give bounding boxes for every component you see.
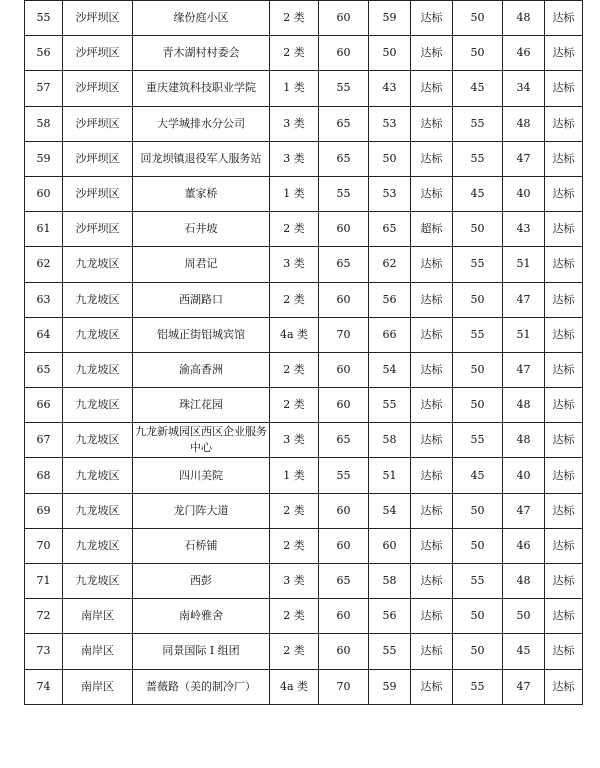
site-name-cell: 珠江花园	[133, 388, 270, 423]
table-row	[25, 528, 583, 563]
site-name-cell: 同景国际 I 组团	[133, 634, 270, 669]
zone-class-cell: 2 类	[270, 634, 319, 669]
day-value-cell: 43	[369, 71, 411, 106]
table-body	[25, 1, 583, 705]
day-value-cell: 66	[369, 317, 411, 352]
day-result-cell: 达标	[411, 388, 453, 423]
day-result-cell: 达标	[411, 176, 453, 211]
day-value-cell: 50	[369, 141, 411, 176]
district-cell: 沙坪坝区	[63, 71, 133, 106]
zone-class-cell: 3 类	[270, 141, 319, 176]
district-cell: 沙坪坝区	[63, 1, 133, 36]
zone-class-cell: 2 类	[270, 599, 319, 634]
site-name-cell: 渝高香洲	[133, 352, 270, 387]
day-value-cell: 55	[369, 634, 411, 669]
site-name-cell: 大学城排水分公司	[133, 106, 270, 141]
site-name-cell: 九龙新城园区西区企业服务中心	[133, 423, 270, 458]
table-row	[25, 71, 583, 106]
night-result-cell: 达标	[545, 282, 583, 317]
day-value-cell: 59	[369, 1, 411, 36]
night-limit-cell: 45	[453, 458, 503, 493]
day-limit-cell: 65	[319, 141, 369, 176]
table-row	[25, 106, 583, 141]
table-row	[25, 564, 583, 599]
site-name-cell: 重庆建筑科技职业学院	[133, 71, 270, 106]
day-limit-cell: 60	[319, 282, 369, 317]
night-result-cell: 达标	[545, 493, 583, 528]
noise-monitoring-table	[24, 0, 583, 705]
zone-class-cell: 2 类	[270, 388, 319, 423]
day-limit-cell: 60	[319, 352, 369, 387]
table-row	[25, 352, 583, 387]
district-cell: 沙坪坝区	[63, 176, 133, 211]
row-number-cell: 56	[25, 36, 63, 71]
site-name-cell: 回龙坝镇退役军人服务站	[133, 141, 270, 176]
day-result-cell: 达标	[411, 106, 453, 141]
row-number-cell: 71	[25, 564, 63, 599]
night-result-cell: 达标	[545, 528, 583, 563]
night-limit-cell: 55	[453, 669, 503, 704]
row-number-cell: 68	[25, 458, 63, 493]
table-row	[25, 423, 583, 458]
district-cell: 九龙坡区	[63, 458, 133, 493]
night-value-cell: 51	[503, 247, 545, 282]
day-value-cell: 56	[369, 282, 411, 317]
district-cell: 九龙坡区	[63, 388, 133, 423]
night-result-cell: 达标	[545, 634, 583, 669]
table-row	[25, 599, 583, 634]
row-number-cell: 73	[25, 634, 63, 669]
day-value-cell: 65	[369, 212, 411, 247]
night-result-cell: 达标	[545, 176, 583, 211]
day-limit-cell: 65	[319, 564, 369, 599]
table-row	[25, 634, 583, 669]
night-value-cell: 45	[503, 634, 545, 669]
day-value-cell: 59	[369, 669, 411, 704]
day-result-cell: 达标	[411, 247, 453, 282]
district-cell: 九龙坡区	[63, 493, 133, 528]
site-name-cell: 蔷薇路（美的制冷厂）	[133, 669, 270, 704]
night-limit-cell: 50	[453, 282, 503, 317]
district-cell: 沙坪坝区	[63, 212, 133, 247]
table-row	[25, 493, 583, 528]
zone-class-cell: 1 类	[270, 458, 319, 493]
day-result-cell: 超标	[411, 212, 453, 247]
day-limit-cell: 60	[319, 36, 369, 71]
zone-class-cell: 1 类	[270, 71, 319, 106]
zone-class-cell: 4a 类	[270, 669, 319, 704]
day-value-cell: 55	[369, 388, 411, 423]
night-result-cell: 达标	[545, 599, 583, 634]
district-cell: 南岸区	[63, 669, 133, 704]
night-limit-cell: 50	[453, 634, 503, 669]
row-number-cell: 65	[25, 352, 63, 387]
night-result-cell: 达标	[545, 212, 583, 247]
site-name-cell: 西彭	[133, 564, 270, 599]
night-value-cell: 47	[503, 352, 545, 387]
day-result-cell: 达标	[411, 458, 453, 493]
night-result-cell: 达标	[545, 1, 583, 36]
district-cell: 沙坪坝区	[63, 141, 133, 176]
night-result-cell: 达标	[545, 71, 583, 106]
day-limit-cell: 60	[319, 634, 369, 669]
site-name-cell: 石井坡	[133, 212, 270, 247]
row-number-cell: 57	[25, 71, 63, 106]
night-result-cell: 达标	[545, 247, 583, 282]
night-result-cell: 达标	[545, 317, 583, 352]
table-row	[25, 388, 583, 423]
night-limit-cell: 50	[453, 599, 503, 634]
night-result-cell: 达标	[545, 669, 583, 704]
night-limit-cell: 50	[453, 528, 503, 563]
night-value-cell: 47	[503, 282, 545, 317]
day-limit-cell: 55	[319, 458, 369, 493]
day-result-cell: 达标	[411, 141, 453, 176]
district-cell: 九龙坡区	[63, 352, 133, 387]
district-cell: 九龙坡区	[63, 423, 133, 458]
row-number-cell: 64	[25, 317, 63, 352]
site-name-cell: 青木湖村村委会	[133, 36, 270, 71]
night-limit-cell: 55	[453, 317, 503, 352]
night-value-cell: 43	[503, 212, 545, 247]
day-limit-cell: 60	[319, 493, 369, 528]
day-limit-cell: 65	[319, 106, 369, 141]
night-result-cell: 达标	[545, 106, 583, 141]
zone-class-cell: 1 类	[270, 176, 319, 211]
district-cell: 九龙坡区	[63, 564, 133, 599]
row-number-cell: 60	[25, 176, 63, 211]
night-value-cell: 46	[503, 36, 545, 71]
table-row	[25, 141, 583, 176]
zone-class-cell: 2 类	[270, 1, 319, 36]
night-limit-cell: 45	[453, 176, 503, 211]
night-limit-cell: 55	[453, 423, 503, 458]
day-result-cell: 达标	[411, 423, 453, 458]
table-row	[25, 669, 583, 704]
night-limit-cell: 45	[453, 71, 503, 106]
night-value-cell: 51	[503, 317, 545, 352]
day-value-cell: 51	[369, 458, 411, 493]
site-name-cell: 周君记	[133, 247, 270, 282]
site-name-cell: 铝城正街铝城宾馆	[133, 317, 270, 352]
row-number-cell: 59	[25, 141, 63, 176]
night-limit-cell: 50	[453, 1, 503, 36]
district-cell: 沙坪坝区	[63, 36, 133, 71]
site-name-cell: 西湖路口	[133, 282, 270, 317]
site-name-cell: 董家桥	[133, 176, 270, 211]
district-cell: 沙坪坝区	[63, 106, 133, 141]
night-result-cell: 达标	[545, 352, 583, 387]
day-limit-cell: 65	[319, 247, 369, 282]
row-number-cell: 55	[25, 1, 63, 36]
night-limit-cell: 50	[453, 493, 503, 528]
night-value-cell: 34	[503, 71, 545, 106]
day-result-cell: 达标	[411, 317, 453, 352]
table-row	[25, 212, 583, 247]
night-result-cell: 达标	[545, 141, 583, 176]
row-number-cell: 61	[25, 212, 63, 247]
zone-class-cell: 2 类	[270, 528, 319, 563]
night-limit-cell: 55	[453, 141, 503, 176]
zone-class-cell: 2 类	[270, 493, 319, 528]
day-limit-cell: 55	[319, 176, 369, 211]
night-value-cell: 48	[503, 388, 545, 423]
night-value-cell: 47	[503, 669, 545, 704]
night-value-cell: 46	[503, 528, 545, 563]
table-row	[25, 317, 583, 352]
day-value-cell: 54	[369, 493, 411, 528]
row-number-cell: 63	[25, 282, 63, 317]
table-row	[25, 282, 583, 317]
district-cell: 南岸区	[63, 634, 133, 669]
night-result-cell: 达标	[545, 423, 583, 458]
row-number-cell: 69	[25, 493, 63, 528]
zone-class-cell: 2 类	[270, 282, 319, 317]
zone-class-cell: 3 类	[270, 564, 319, 599]
site-name-cell: 石桥铺	[133, 528, 270, 563]
night-limit-cell: 55	[453, 247, 503, 282]
day-value-cell: 53	[369, 176, 411, 211]
night-value-cell: 48	[503, 423, 545, 458]
day-result-cell: 达标	[411, 634, 453, 669]
day-limit-cell: 60	[319, 1, 369, 36]
row-number-cell: 58	[25, 106, 63, 141]
night-value-cell: 50	[503, 599, 545, 634]
zone-class-cell: 4a 类	[270, 317, 319, 352]
day-result-cell: 达标	[411, 669, 453, 704]
site-name-cell: 龙门阵大道	[133, 493, 270, 528]
zone-class-cell: 2 类	[270, 36, 319, 71]
day-value-cell: 58	[369, 564, 411, 599]
night-limit-cell: 55	[453, 106, 503, 141]
night-value-cell: 40	[503, 176, 545, 211]
row-number-cell: 72	[25, 599, 63, 634]
district-cell: 九龙坡区	[63, 317, 133, 352]
night-value-cell: 47	[503, 493, 545, 528]
day-limit-cell: 60	[319, 388, 369, 423]
district-cell: 九龙坡区	[63, 247, 133, 282]
day-result-cell: 达标	[411, 71, 453, 106]
table-row	[25, 36, 583, 71]
row-number-cell: 66	[25, 388, 63, 423]
day-result-cell: 达标	[411, 493, 453, 528]
day-value-cell: 53	[369, 106, 411, 141]
row-number-cell: 62	[25, 247, 63, 282]
day-value-cell: 56	[369, 599, 411, 634]
day-limit-cell: 70	[319, 317, 369, 352]
night-value-cell: 48	[503, 564, 545, 599]
zone-class-cell: 2 类	[270, 352, 319, 387]
day-value-cell: 58	[369, 423, 411, 458]
row-number-cell: 67	[25, 423, 63, 458]
night-value-cell: 40	[503, 458, 545, 493]
day-limit-cell: 55	[319, 71, 369, 106]
day-limit-cell: 65	[319, 423, 369, 458]
night-value-cell: 48	[503, 106, 545, 141]
district-cell: 南岸区	[63, 599, 133, 634]
night-result-cell: 达标	[545, 564, 583, 599]
night-value-cell: 47	[503, 141, 545, 176]
night-limit-cell: 50	[453, 36, 503, 71]
night-limit-cell: 50	[453, 352, 503, 387]
table-row	[25, 247, 583, 282]
district-cell: 九龙坡区	[63, 528, 133, 563]
site-name-cell: 缘份庭小区	[133, 1, 270, 36]
zone-class-cell: 3 类	[270, 106, 319, 141]
night-result-cell: 达标	[545, 36, 583, 71]
zone-class-cell: 3 类	[270, 247, 319, 282]
night-limit-cell: 50	[453, 388, 503, 423]
zone-class-cell: 2 类	[270, 212, 319, 247]
day-limit-cell: 70	[319, 669, 369, 704]
night-limit-cell: 55	[453, 564, 503, 599]
day-result-cell: 达标	[411, 564, 453, 599]
district-cell: 九龙坡区	[63, 282, 133, 317]
row-number-cell: 74	[25, 669, 63, 704]
day-result-cell: 达标	[411, 1, 453, 36]
night-result-cell: 达标	[545, 388, 583, 423]
day-value-cell: 50	[369, 36, 411, 71]
table-row	[25, 176, 583, 211]
table-row	[25, 1, 583, 36]
night-value-cell: 48	[503, 1, 545, 36]
day-limit-cell: 60	[319, 212, 369, 247]
site-name-cell: 南岭雅舍	[133, 599, 270, 634]
day-limit-cell: 60	[319, 528, 369, 563]
day-result-cell: 达标	[411, 36, 453, 71]
day-value-cell: 60	[369, 528, 411, 563]
zone-class-cell: 3 类	[270, 423, 319, 458]
day-result-cell: 达标	[411, 282, 453, 317]
night-result-cell: 达标	[545, 458, 583, 493]
day-result-cell: 达标	[411, 599, 453, 634]
day-value-cell: 54	[369, 352, 411, 387]
table-row	[25, 458, 583, 493]
row-number-cell: 70	[25, 528, 63, 563]
night-limit-cell: 50	[453, 212, 503, 247]
day-value-cell: 62	[369, 247, 411, 282]
site-name-cell: 四川美院	[133, 458, 270, 493]
day-result-cell: 达标	[411, 528, 453, 563]
day-result-cell: 达标	[411, 352, 453, 387]
day-limit-cell: 60	[319, 599, 369, 634]
